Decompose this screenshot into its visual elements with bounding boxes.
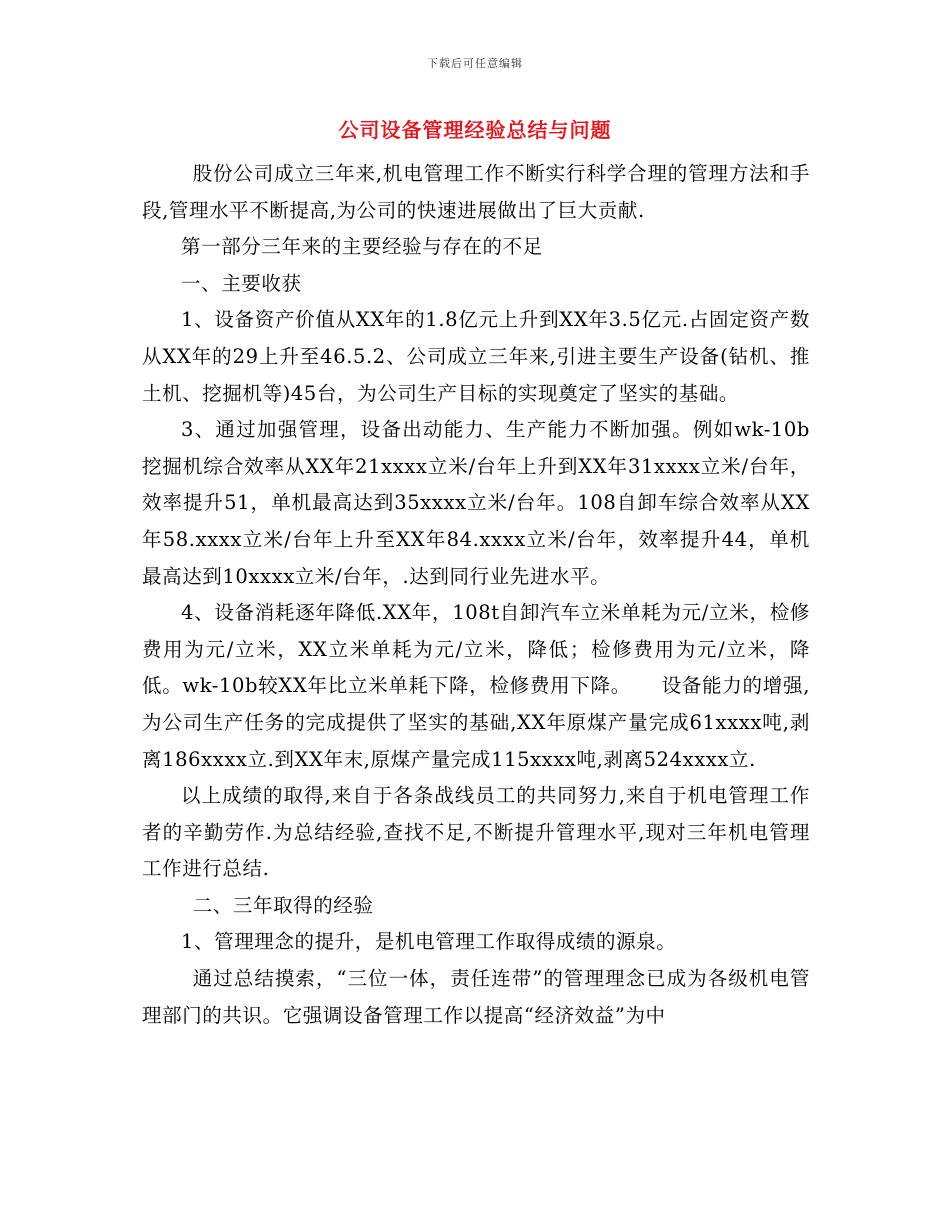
subheading-main-gains: 一、主要收获 [181, 271, 302, 295]
subheading-experience: 二、三年取得的经验 [192, 893, 374, 917]
paragraph-asset-value: 1、设备资产价值从XX年的1.8亿元上升到XX年3.5亿元.占固定资产数从XX年的29上升至46.5.2、公司成立三年来,引进主要生产设备(钻机、推土机、挖掘机等)45台，为公司生产目标的实现奠定了坚实的基础。 [142, 308, 810, 405]
section-heading-part-one: 第一部分三年来的主要经验与存在的不足 [181, 235, 543, 259]
page-header: 下载后可任意编辑 [427, 57, 523, 70]
document-body [142, 156, 810, 1034]
paragraph-intro: 股份公司成立三年来,机电管理工作不断实行科学合理的管理方法和手段,管理水平不断提高,为公司的快速进展做出了巨大贡献. [142, 162, 810, 222]
document-title: 公司设备管理经验总结与问题 [338, 118, 612, 142]
paragraph-three-in-one: 通过总结摸索，“三位一体，责任连带”的管理理念已成为各级机电管理部门的共识。它强调设备管理工作以提高“经济效益”为中 [142, 967, 810, 1027]
paragraph-efficiency: 3、通过加强管理，设备出动能力、生产能力不断加强。例如wk-10b挖掘机综合效率从XX年21xxxx立米/台年上升到XX年31xxxx立米/台年，效率提升51，单机最高达到35xxxx立米/台年。108自卸车综合效率从XX年58.xxxx立米/台年上升至XX年84.xxxx立米/台年，效率提升44，单机最高达到10xxxx立米/台年，.达到同行业先进水平。 [142, 418, 810, 588]
paragraph-achievements: 以上成绩的取得,来自于各条战线员工的共同努力,来自于机电管理工作者的辛勤劳作.为总结经验,查找不足,不断提升管理水平,现对三年机电管理工作进行总结. [142, 784, 810, 881]
paragraph-consumption: 4、设备消耗逐年降低.XX年，108t自卸汽车立米单耗为元/立米，检修费用为元/立米，XX立米单耗为元/立米，降低；检修费用为元/立米，降低。wk-10b较XX年比立米单耗下降，检修费用下降。 设备能力的增强,为公司生产任务的完成提供了坚实的基础,XX年原煤产量完成61xxxx吨,剥离186xxxx立.到XX年末,原煤产量完成115xxxx吨,剥离524xxxx立. [142, 601, 810, 771]
paragraph-management-concept: 1、管理理念的提升，是机电管理工作取得成绩的源泉。 [181, 930, 677, 954]
